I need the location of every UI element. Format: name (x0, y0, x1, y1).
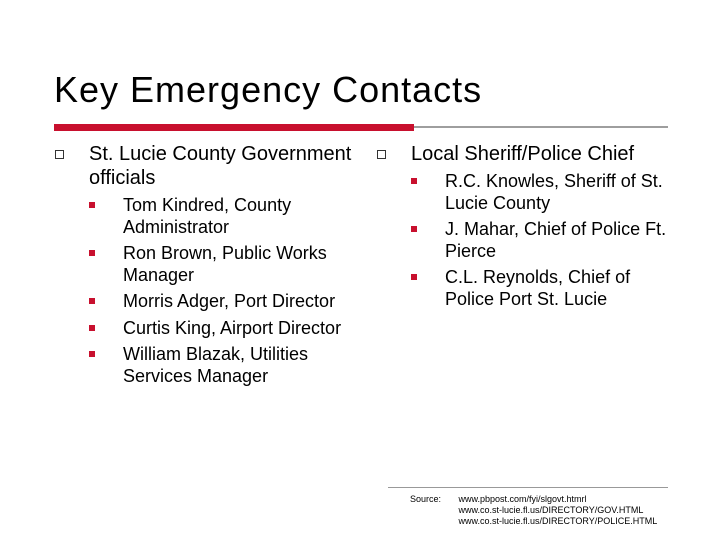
sub-bullet-text: Ron Brown, Public Works Manager (123, 243, 327, 285)
sub-bullet-item (89, 318, 352, 340)
bullet-heading: St. Lucie County Government officials (89, 143, 352, 189)
slide-title: Key Emergency Contacts (54, 69, 483, 110)
sub-bullet-text: Tom Kindred, County Administrator (123, 195, 292, 237)
sub-bullet-text: R.C. Knowles, Sheriff of St. Lucie County (445, 171, 663, 213)
hollow-square-bullet-icon (55, 150, 64, 159)
solid-square-bullet-icon (89, 250, 95, 256)
sub-bullet-text: C.L. Reynolds, Chief of Police Port St. Lucie (445, 267, 631, 309)
sub-bullet-text: J. Mahar, Chief of Police Ft. Pierce (445, 219, 667, 261)
solid-square-bullet-icon (89, 351, 95, 357)
sub-bullet-text: Morris Adger, Port Director (123, 291, 336, 311)
source-note (410, 494, 710, 527)
source-url: www.co.st-lucie.fl.us/DIRECTORY/GOV.HTML (458, 505, 644, 515)
title-underline-red (54, 124, 414, 131)
source-label: Source: (410, 494, 442, 504)
bullet-heading: Local Sheriff/Police Chief (411, 143, 635, 165)
source-url: www.pbpost.com/fyi/slgovt.htmrl (458, 494, 587, 504)
solid-square-bullet-icon (411, 226, 417, 232)
footer-divider (388, 487, 668, 488)
sub-bullet-item (89, 195, 352, 238)
source-url-list (459, 494, 658, 527)
left-column (52, 142, 352, 392)
sub-bullet-item (411, 267, 674, 310)
solid-square-bullet-icon (89, 202, 95, 208)
sub-bullet-text: William Blazak, Utilities Services Manager (123, 344, 309, 386)
sub-bullet-item (89, 291, 352, 313)
solid-square-bullet-icon (89, 325, 95, 331)
solid-square-bullet-icon (411, 274, 417, 280)
sub-bullet-list (89, 195, 352, 387)
solid-square-bullet-icon (411, 178, 417, 184)
sub-bullet-item (411, 219, 674, 262)
sub-bullet-item (411, 171, 674, 214)
right-column (374, 142, 674, 315)
bullet-county-officials (52, 142, 352, 387)
hollow-square-bullet-icon (377, 150, 386, 159)
bullet-sheriff-police (374, 142, 674, 310)
solid-square-bullet-icon (89, 298, 95, 304)
title-underline-gray (414, 126, 668, 128)
source-url: www.co.st-lucie.fl.us/DIRECTORY/POLICE.HTML (458, 516, 658, 526)
sub-bullet-item (89, 344, 352, 387)
sub-bullet-text: Curtis King, Airport Director (123, 317, 342, 338)
sub-bullet-list (411, 171, 674, 310)
sub-bullet-item (89, 243, 352, 286)
